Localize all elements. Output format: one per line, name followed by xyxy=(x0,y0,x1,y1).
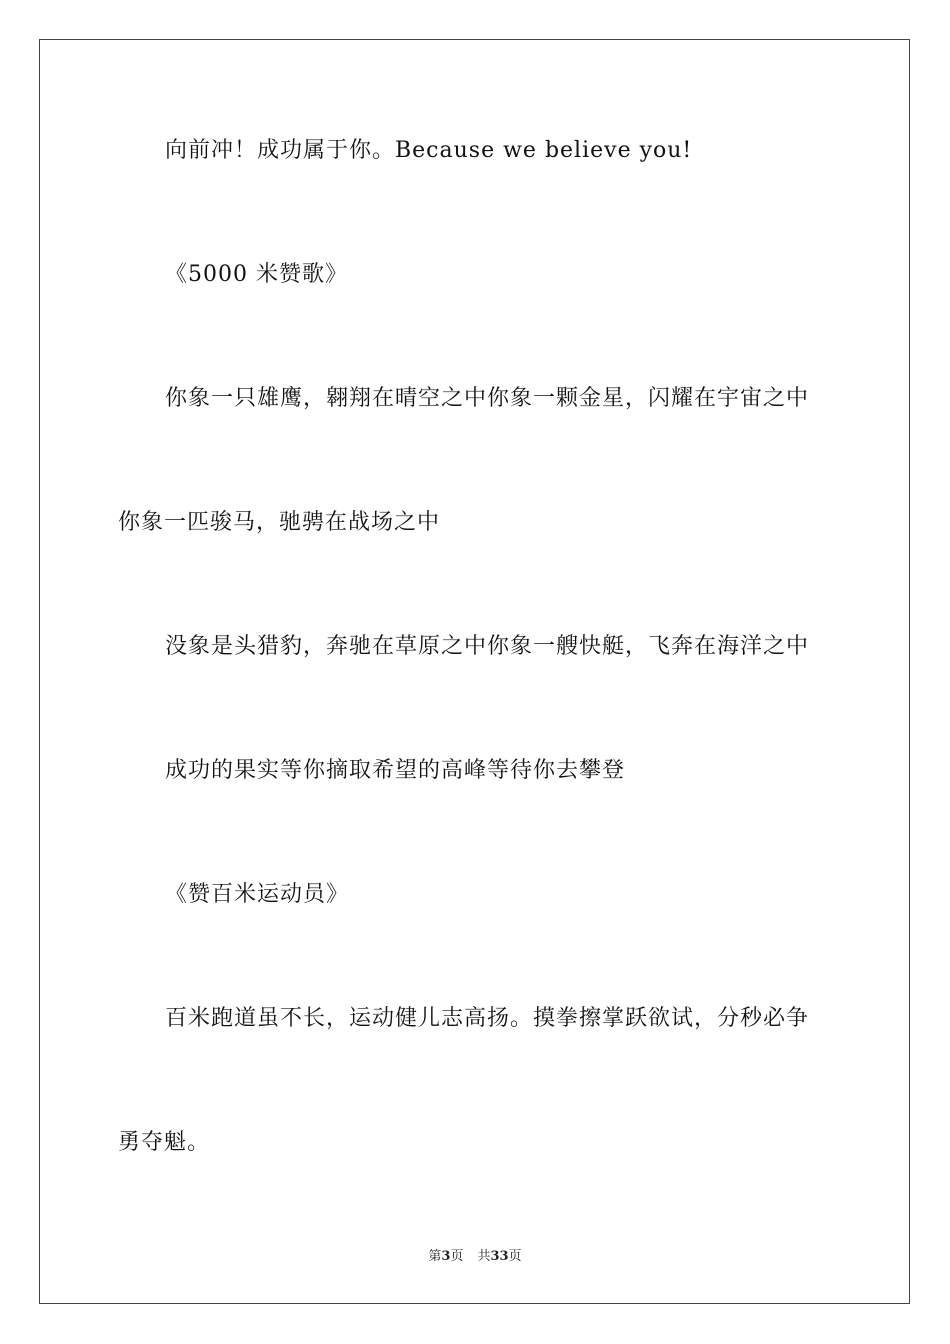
total-suffix: 页 xyxy=(508,1249,522,1264)
text-line-1: 向前冲！成功属于你。Because we believe you! xyxy=(165,138,693,163)
page-suffix: 页 xyxy=(450,1249,464,1264)
text-line-6: 成功的果实等你摘取希望的高峰等待你去攀登 xyxy=(165,758,626,783)
page-prefix: 第 xyxy=(428,1249,442,1264)
total-pages: 33 xyxy=(490,1249,509,1264)
poem-title-5000m: 《5000 米赞歌》 xyxy=(165,262,348,287)
page-footer xyxy=(0,1248,950,1266)
text-line-9: 勇夺魁。 xyxy=(118,1130,211,1155)
page-border xyxy=(39,39,910,1304)
poem-title-100m: 《赞百米运动员》 xyxy=(165,882,350,907)
text-line-8: 百米跑道虽不长，运动健儿志高扬。摸拳擦掌跃欲试，分秒必争 xyxy=(165,1006,810,1031)
text-line-4: 你象一匹骏马，驰骋在战场之中 xyxy=(118,510,441,535)
page-number: 3 xyxy=(441,1249,451,1264)
total-prefix: 共 xyxy=(477,1249,491,1264)
text-line-5: 没象是头猎豹，奔驰在草原之中你象一艘快艇，飞奔在海洋之中 xyxy=(165,634,810,659)
text-line-3: 你象一只雄鹰，翱翔在晴空之中你象一颗金星，闪耀在宇宙之中 xyxy=(165,386,810,411)
